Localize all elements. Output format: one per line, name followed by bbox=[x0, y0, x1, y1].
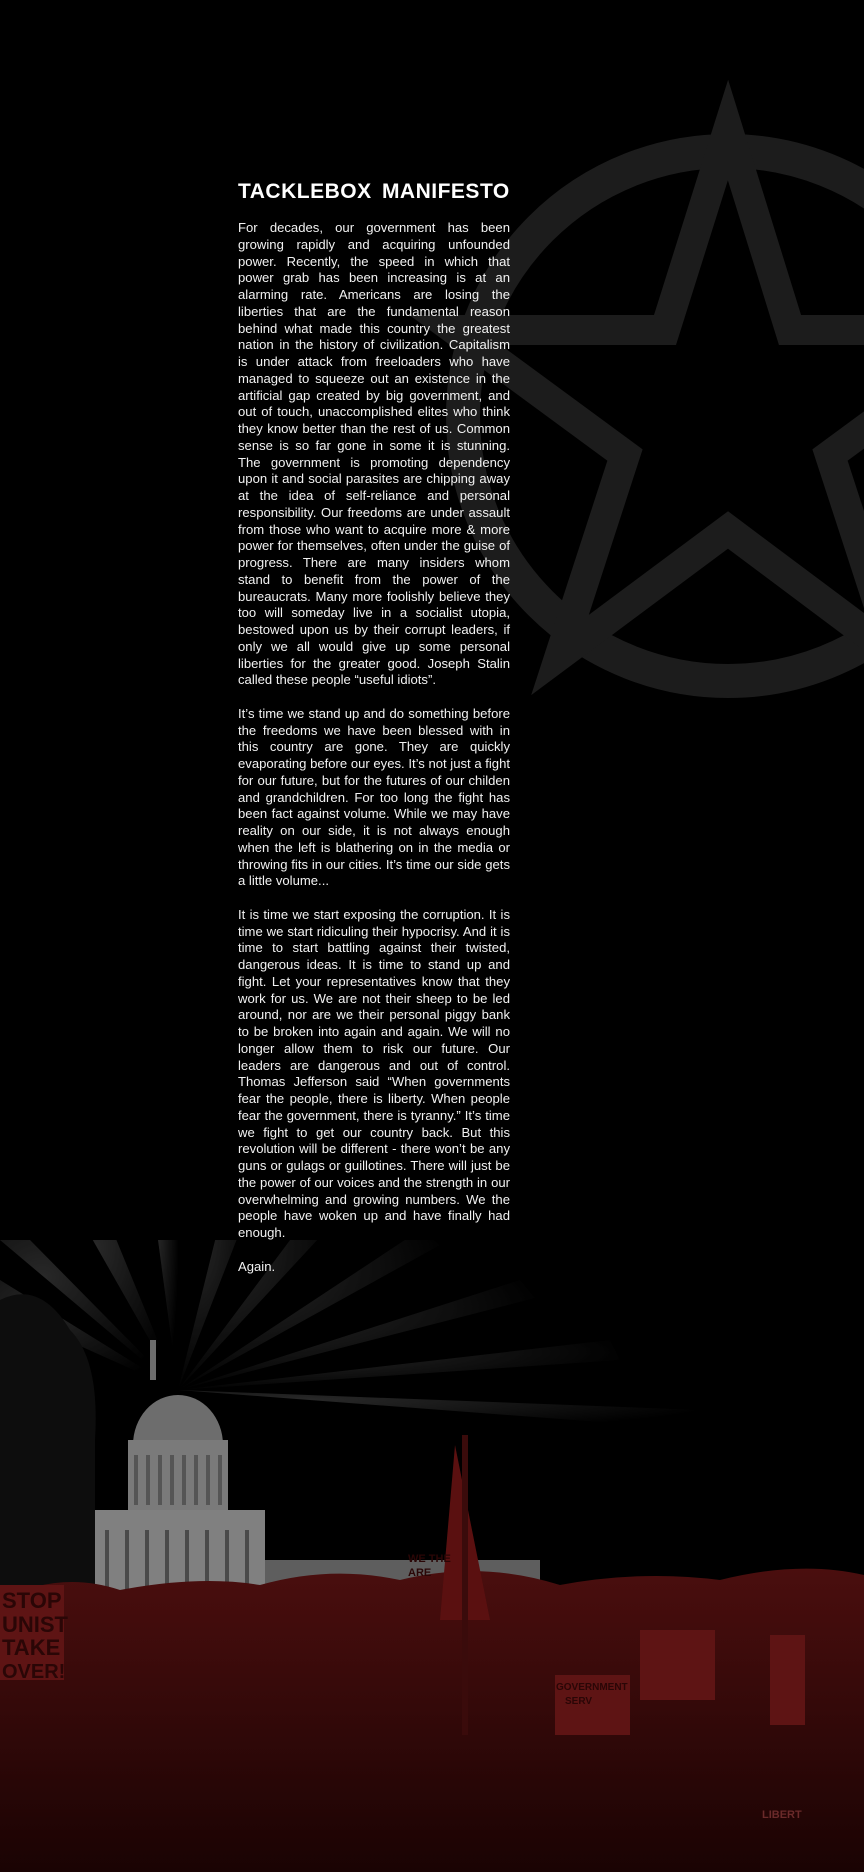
svg-text:LIBERT: LIBERT bbox=[762, 1809, 802, 1821]
svg-text:OVER!: OVER! bbox=[2, 1661, 66, 1683]
capitol-protest-illustration bbox=[0, 1240, 864, 1872]
svg-text:UNIST: UNIST bbox=[2, 1612, 68, 1637]
page-title: TACKLEBOX MANIFESTO bbox=[238, 180, 510, 203]
svg-text:STOP: STOP bbox=[2, 1588, 62, 1613]
svg-text:ARE: ARE bbox=[408, 1567, 432, 1579]
manifesto-paragraph-1: For decades, our government has been growing rapidly and acquiring unfounded power. Recently, the speed in which that power grab has been increasing is at an alarming rate. Americans are losing the liberties that are the fundamental reason behind what made this country the greatest nation in the history of civilization. Capitalism is under attack from freeloaders who have managed to squeeze out an existence in the artificial gap created by big government, and out of touch, unaccomplished elites who think they know better than the rest of us. Common sense is so far gone in some it is stunning. The government is promoting dependency upon it and social parasites are chipping away at the idea of self-reliance and personal responsibility. Our freedoms are under assault from those who want to acquire more & more power for themselves, often under the guise of progress. There are many insiders whom stand to benefit from the power of the bureaucrats. Many more foolishly believe they too will someday live in a socialist utopia, bestowed upon us by their corrupt leaders, if only we all would give up some personal liberties for the greater good. Joseph Stalin called these people “useful idiots”. bbox=[238, 220, 510, 688]
svg-text:TAKE: TAKE bbox=[2, 1635, 61, 1660]
svg-text:WE THE: WE THE bbox=[408, 1553, 451, 1565]
manifesto-paragraph-2: It’s time we stand up and do something before the freedoms we have been blessed with in this country are gone. They are quickly evaporating before our eyes. It’s not just a fight for our future, but for the futures of our childen and grandchildren. For too long the fight has been fact against volume. While we may have reality on our side, it is not always enough when the left is blathering on in the media or throwing fits in our cities. It’s time our side gets a little volume... bbox=[238, 705, 510, 889]
manifesto-paragraph-4: Again. bbox=[238, 1258, 276, 1274]
svg-text:SERV: SERV bbox=[565, 1696, 593, 1707]
manifesto-paragraph-3: It is time we start exposing the corruption. It is time we start ridiculing their hypocrisy. And it is time to start battling against their twisted, dangerous ideas. It is time to stand up and fight. Let your representatives know that they work for us. We are not their sheep to be led around, nor are we their personal piggy bank to be broken into again and again. We will no longer allow them to risk our future. Our leaders are dangerous and out of control. Thomas Jefferson said “When governments fear the people, there is liberty. When people fear the government, there is tyranny.” It’s time we fight to get our country back. But this revolution will be different - there won’t be any guns or gulags or guillotines. There will just be the power of our voices and the strength in our overwhelming and growing numbers. We the people have woken up and have finally had enough. bbox=[238, 906, 510, 1240]
manifesto-article bbox=[238, 180, 510, 1292]
svg-text:GOVERNMENT: GOVERNMENT bbox=[556, 1682, 628, 1693]
